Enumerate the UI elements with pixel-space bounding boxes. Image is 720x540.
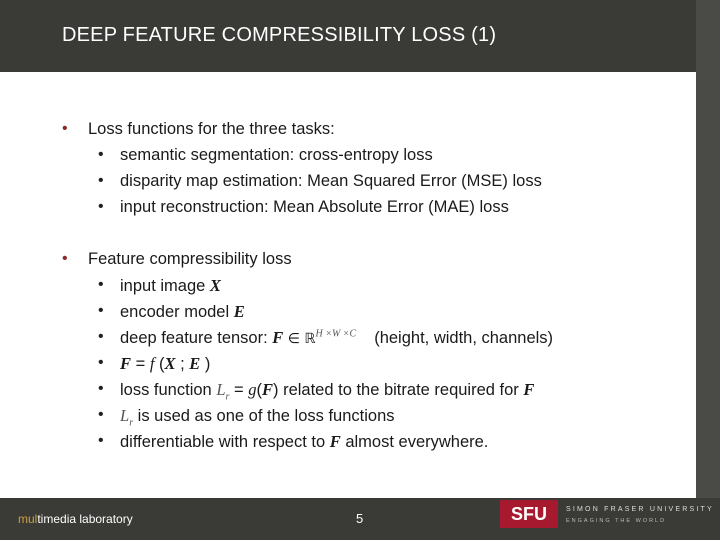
- section2-heading: Feature compressibility loss: [88, 250, 292, 268]
- slide-footer: [0, 498, 720, 540]
- section2-item-loss-usage: $L_r$ is used as one of the loss functions: [120, 406, 395, 429]
- section2-item-mapping: F = f (X ; E ): [120, 354, 211, 373]
- sfu-logo: [500, 498, 714, 528]
- bullet-icon: •: [98, 432, 104, 449]
- section2-item-encoder: encoder model E: [120, 302, 245, 321]
- section1-item: semantic segmentation: cross-entropy loss: [120, 146, 433, 164]
- bullet-icon: •: [98, 302, 104, 319]
- bullet-icon: •: [98, 406, 104, 423]
- section1-item: disparity map estimation: Mean Squared Error (MSE) loss: [120, 172, 542, 190]
- bullet-icon: •: [98, 198, 104, 215]
- sfu-logo-mark: SFU: [500, 500, 558, 528]
- sfu-tagline: ENGAGING THE WORLD: [566, 518, 667, 524]
- section2-item-differentiable: differentiable with respect to F almost everywhere.: [120, 432, 489, 451]
- bullet-icon: •: [98, 328, 104, 345]
- section2-item-input-image: input image X: [120, 276, 221, 295]
- page-number: 5: [356, 511, 364, 526]
- lab-name: multimedia laboratory: [18, 512, 133, 526]
- right-band: [696, 0, 720, 540]
- section2-item-loss-function: loss function $L_r = g(F)$ related to the bitrate required for F: [120, 380, 535, 403]
- section1-item: input reconstruction: Mean Absolute Error (MAE) loss: [120, 198, 509, 216]
- bullet-icon: •: [98, 172, 104, 189]
- bullet-icon: •: [98, 276, 104, 293]
- sfu-university-name: SIMON FRASER UNIVERSITY: [566, 506, 714, 513]
- section1-heading: Loss functions for the three tasks:: [88, 120, 335, 138]
- bullet-icon: •: [98, 146, 104, 163]
- bullet-icon: •: [98, 380, 104, 397]
- slide-content: [0, 72, 696, 498]
- bullet-icon: •: [62, 120, 68, 137]
- slide-title: DEEP FEATURE COMPRESSIBILITY LOSS (1): [62, 24, 497, 46]
- bullet-icon: •: [98, 354, 104, 371]
- slide-header: [0, 0, 696, 72]
- section2-item-tensor: deep feature tensor: F ∈ ℝ$^{H \times W \times C}$ (height, width, channels): [120, 328, 554, 347]
- bullet-icon: •: [62, 250, 68, 267]
